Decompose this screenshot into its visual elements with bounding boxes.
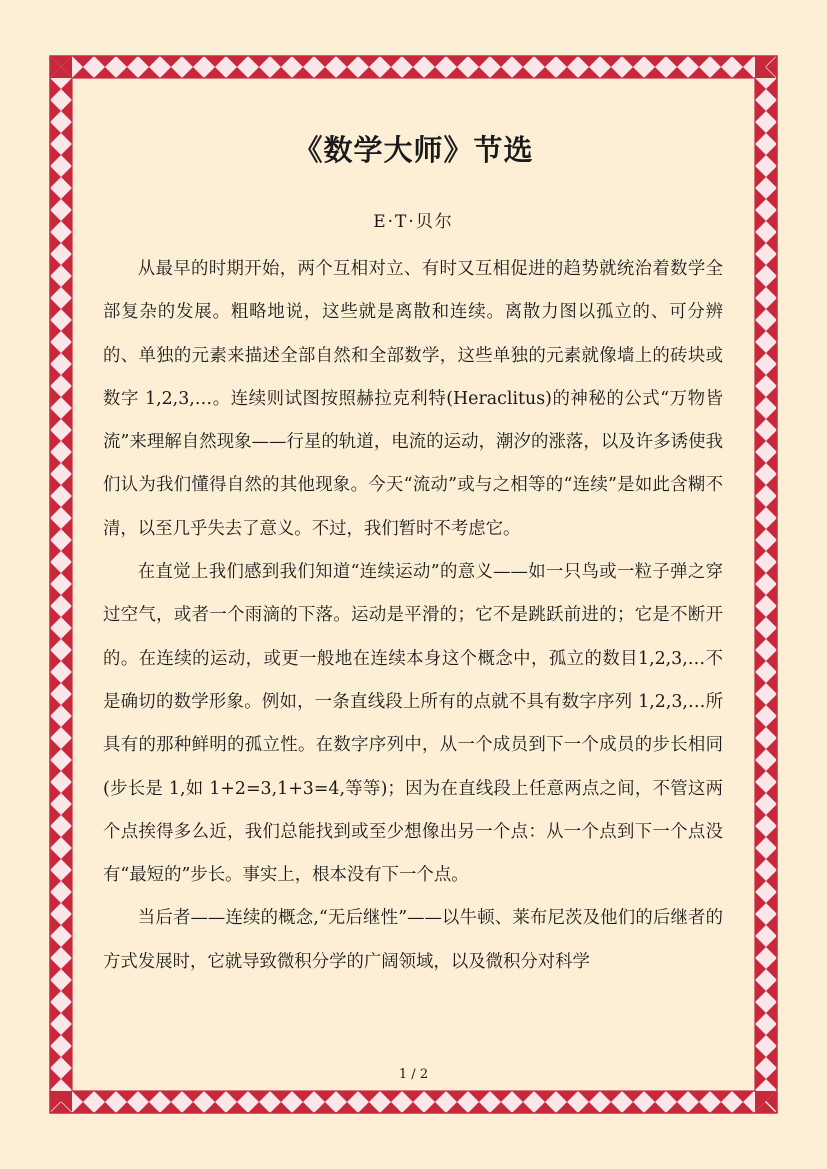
paragraph: 在直觉上我们感到我们知道“连续运动”的意义——如一只鸟或一粒子弹之穿过空气，或者一个雨滴的下落。运动是平滑的；它不是跳跃前进的；它是不断开的。在连续的运动，或更一般地在连续本身这个概念中，孤立的数目1,2,3,…不是确切的数学形象。例如，一条直线段上所有的点就不具有数字序列 1,2,3,…所具有的那种鲜明的孤立性。在数字序列中，从一个成员到下一个成员的步长相同(步长是 1,如 1+2=3,1+3=4,等等)；因为在直线段上任意两点之间，不管这两个点挨得多么近，我们总能找到或至少想像出另一个点：从一个点到下一个点没有“最短的”步长。事实上，根本没有下一个点。 [103,562,723,886]
document-title: 《数学大师》节选 [293,133,534,167]
paragraph: 当后者——连续的概念,“无后继性”——以牛顿、莱布尼茨及他们的后继者的方式发展时，它就导致微积分学的广阔领域，以及微积分对科学 [103,908,723,972]
paragraph: 从最早的时期开始，两个互相对立、有时又互相促进的趋势就统治着数学全部复杂的发展。粗略地说，这些就是离散和连续。离散力图以孤立的、可分辨的、单独的元素来描述全部自然和全部数学，这些单独的元素就像墙上的砖块或数字 1,2,3,…。连续则试图按照赫拉克利特(Heraclitus)的神秘的公式“万物皆流”来理解自然现象——行星的轨道，电流的运动，潮汐的涨落，以及许多诱使我们认为我们懂得自然的其他现象。今天“流动”或与之相等的“连续”是如此含糊不清，以至几乎失去了意义。不过，我们暂时不考虑它。 [103,259,723,539]
page-number: 1 / 2 [398,1067,429,1082]
article-body [103,248,723,1060]
author-name: E·T·贝尔 [373,212,454,232]
